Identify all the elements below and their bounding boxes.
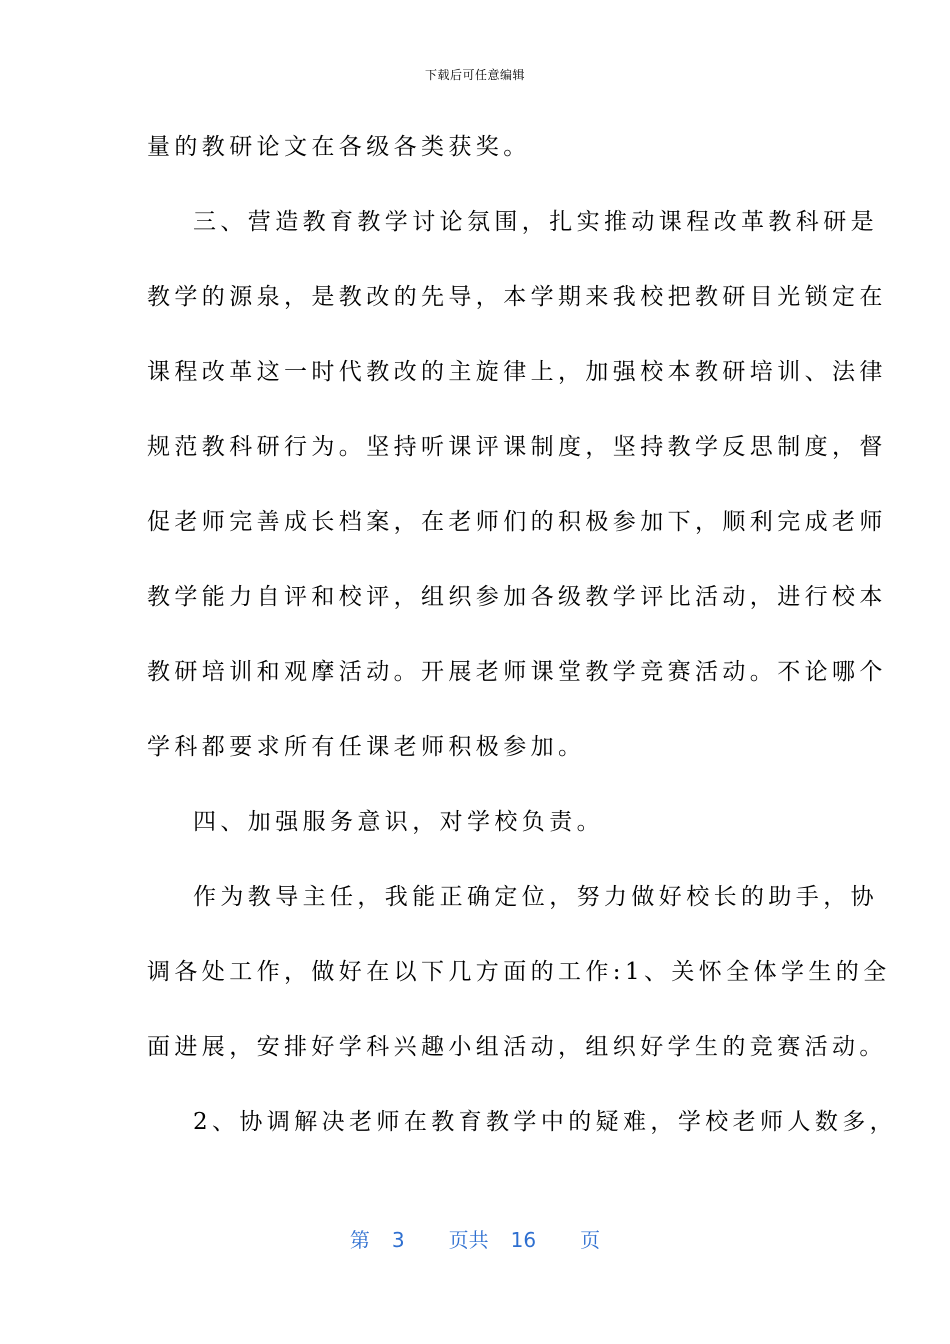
body-line: 教学的源泉，是教改的先导，本学期来我校把教研目光锁定在 <box>147 284 887 310</box>
page-label-suffix: 页 <box>580 1228 601 1252</box>
body-line: 调各处工作，做好在以下几方面的工作:1、关怀全体学生的全 <box>147 959 891 985</box>
body-line: 作为教导主任，我能正确定位，努力做好校长的助手，协 <box>193 884 878 910</box>
page-label-mid: 页共 <box>448 1228 489 1252</box>
body-line: 面进展，安排好学科兴趣小组活动，组织好学生的竞赛活动。 <box>147 1034 887 1060</box>
page-label-prefix: 第 <box>349 1228 370 1252</box>
page-number-footer <box>0 1224 950 1253</box>
body-line: 规范教科研行为。坚持听课评课制度，坚持教学反思制度，督 <box>147 434 887 460</box>
body-line: 四、加强服务意识，对学校负责。 <box>193 809 604 835</box>
body-line: 三、营造教育教学讨论氛围，扎实推动课程改革教科研是 <box>193 209 878 235</box>
current-page-number: 3 <box>391 1228 405 1252</box>
document-body <box>147 119 898 1169</box>
body-line: 教研培训和观摩活动。开展老师课堂教学竞赛活动。不论哪个 <box>147 659 887 685</box>
body-line: 2、协调解决老师在教育教学中的疑难，学校老师人数多， <box>193 1109 898 1135</box>
body-line: 教学能力自评和校评，组织参加各级教学评比活动，进行校本 <box>147 584 887 610</box>
total-pages-number: 16 <box>510 1228 537 1252</box>
body-line: 量的教研论文在各级各类获奖。 <box>147 134 531 160</box>
body-line: 学科都要求所有任课老师积极参加。 <box>147 734 586 760</box>
body-line: 课程改革这一时代教改的主旋律上，加强校本教研培训、法律 <box>147 359 887 385</box>
header-note: 下载后可任意编辑 <box>424 68 525 82</box>
body-line: 促老师完善成长档案，在老师们的积极参加下，顺利完成老师 <box>147 509 887 535</box>
